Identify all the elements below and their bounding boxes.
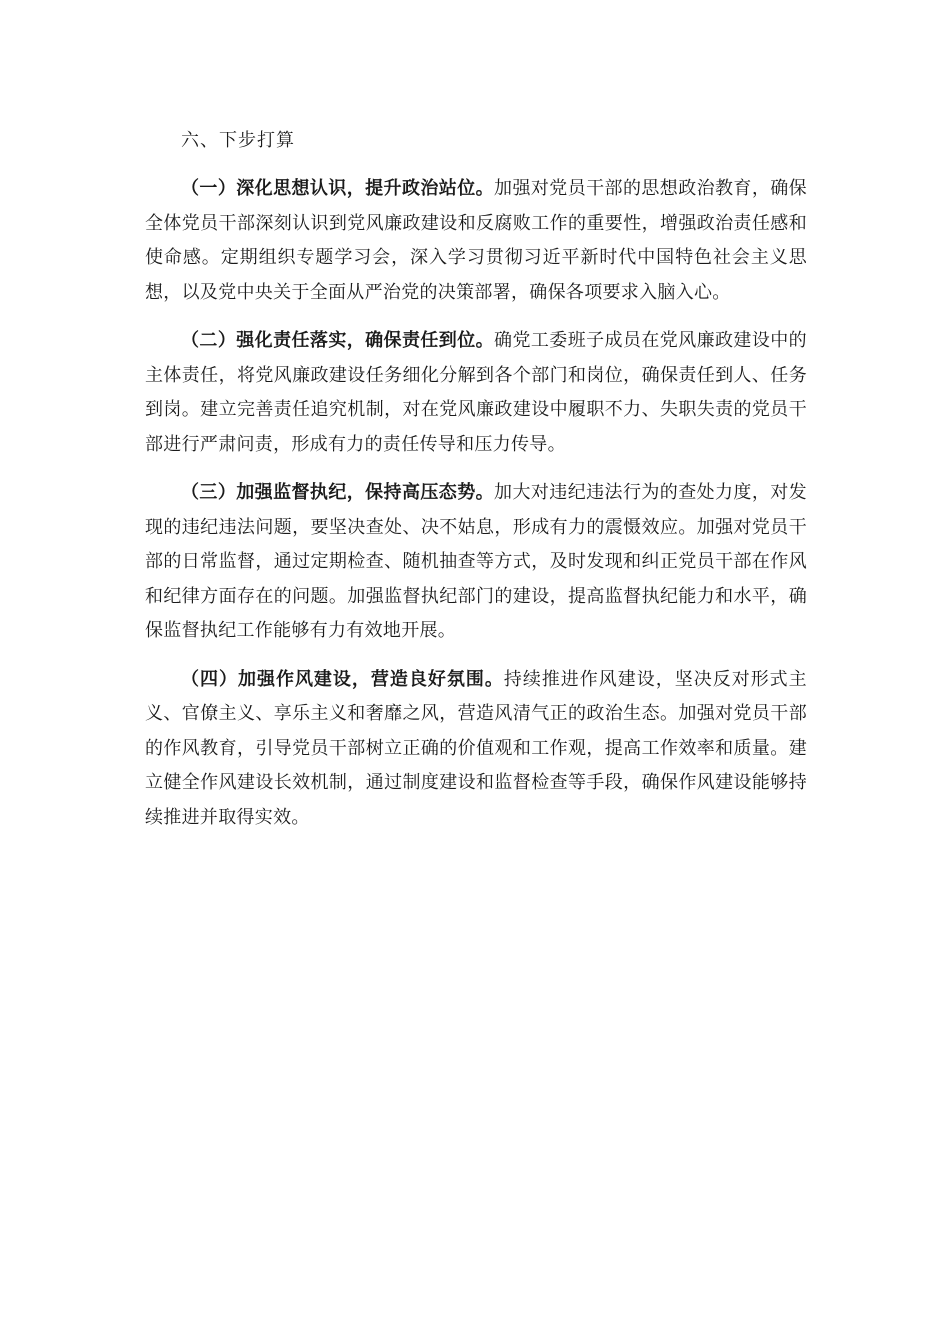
paragraph-1-lead: （一）深化思想认识，提升政治站位。 [181, 178, 495, 199]
paragraph-2-body: 确党工委班子成员在党风廉政建设中的主体责任，将党风廉政建设任务细化分解到各个部门和岗位，确保责任到人、任务到岗。建立完善责任追究机制，对在党风廉政建设中履职不力、失职失责的党员干部进行严肃问责，形成有力的责任传导和压力传导。 [145, 330, 807, 455]
paragraph-1 [145, 172, 807, 310]
paragraph-4-lead: （四）加强作风建设，营造良好氛围。 [181, 668, 504, 690]
paragraph-3 [145, 476, 807, 649]
paragraph-3-lead: （三）加强监督执纪，保持高压态势。 [181, 482, 495, 503]
paragraph-2-lead: （二）强化责任落实，确保责任到位。 [181, 330, 495, 351]
section-heading: 六、下步打算 [181, 130, 295, 151]
paragraph-2 [145, 324, 807, 462]
document-body [145, 124, 807, 849]
paragraph-1-body: 加强对党员干部的思想政治教育，确保全体党员干部深刻认识到党风廉政建设和反腐败工作的重要性，增强政治责任感和使命感。定期组织专题学习会，深入学习贯彻习近平新时代中国特色社会主义思想，以及党中央关于全面从严治党的决策部署，确保各项要求入脑入心。 [145, 178, 807, 303]
paragraph-3-body: 加大对违纪违法行为的查处力度，对发现的违纪违法问题，要坚决查处、决不姑息，形成有力的震慑效应。加强对党员干部的日常监督，通过定期检查、随机抽查等方式，及时发现和纠正党员干部在作风和纪律方面存在的问题。加强监督执纪部门的建设，提高监督执纪能力和水平，确保监督执纪工作能够有力有效地开展。 [145, 482, 807, 641]
paragraph-4-body: 持续推进作风建设，坚决反对形式主义、官僚主义、享乐主义和奢靡之风，营造风清气正的政治生态。加强对党员干部的作风教育，引导党员干部树立正确的价值观和工作观，提高工作效率和质量。建立健全作风建设长效机制，通过制度建设和监督检查等手段，确保作风建设能够持续推进并取得实效。 [145, 668, 807, 828]
paragraph-4 [145, 663, 807, 836]
